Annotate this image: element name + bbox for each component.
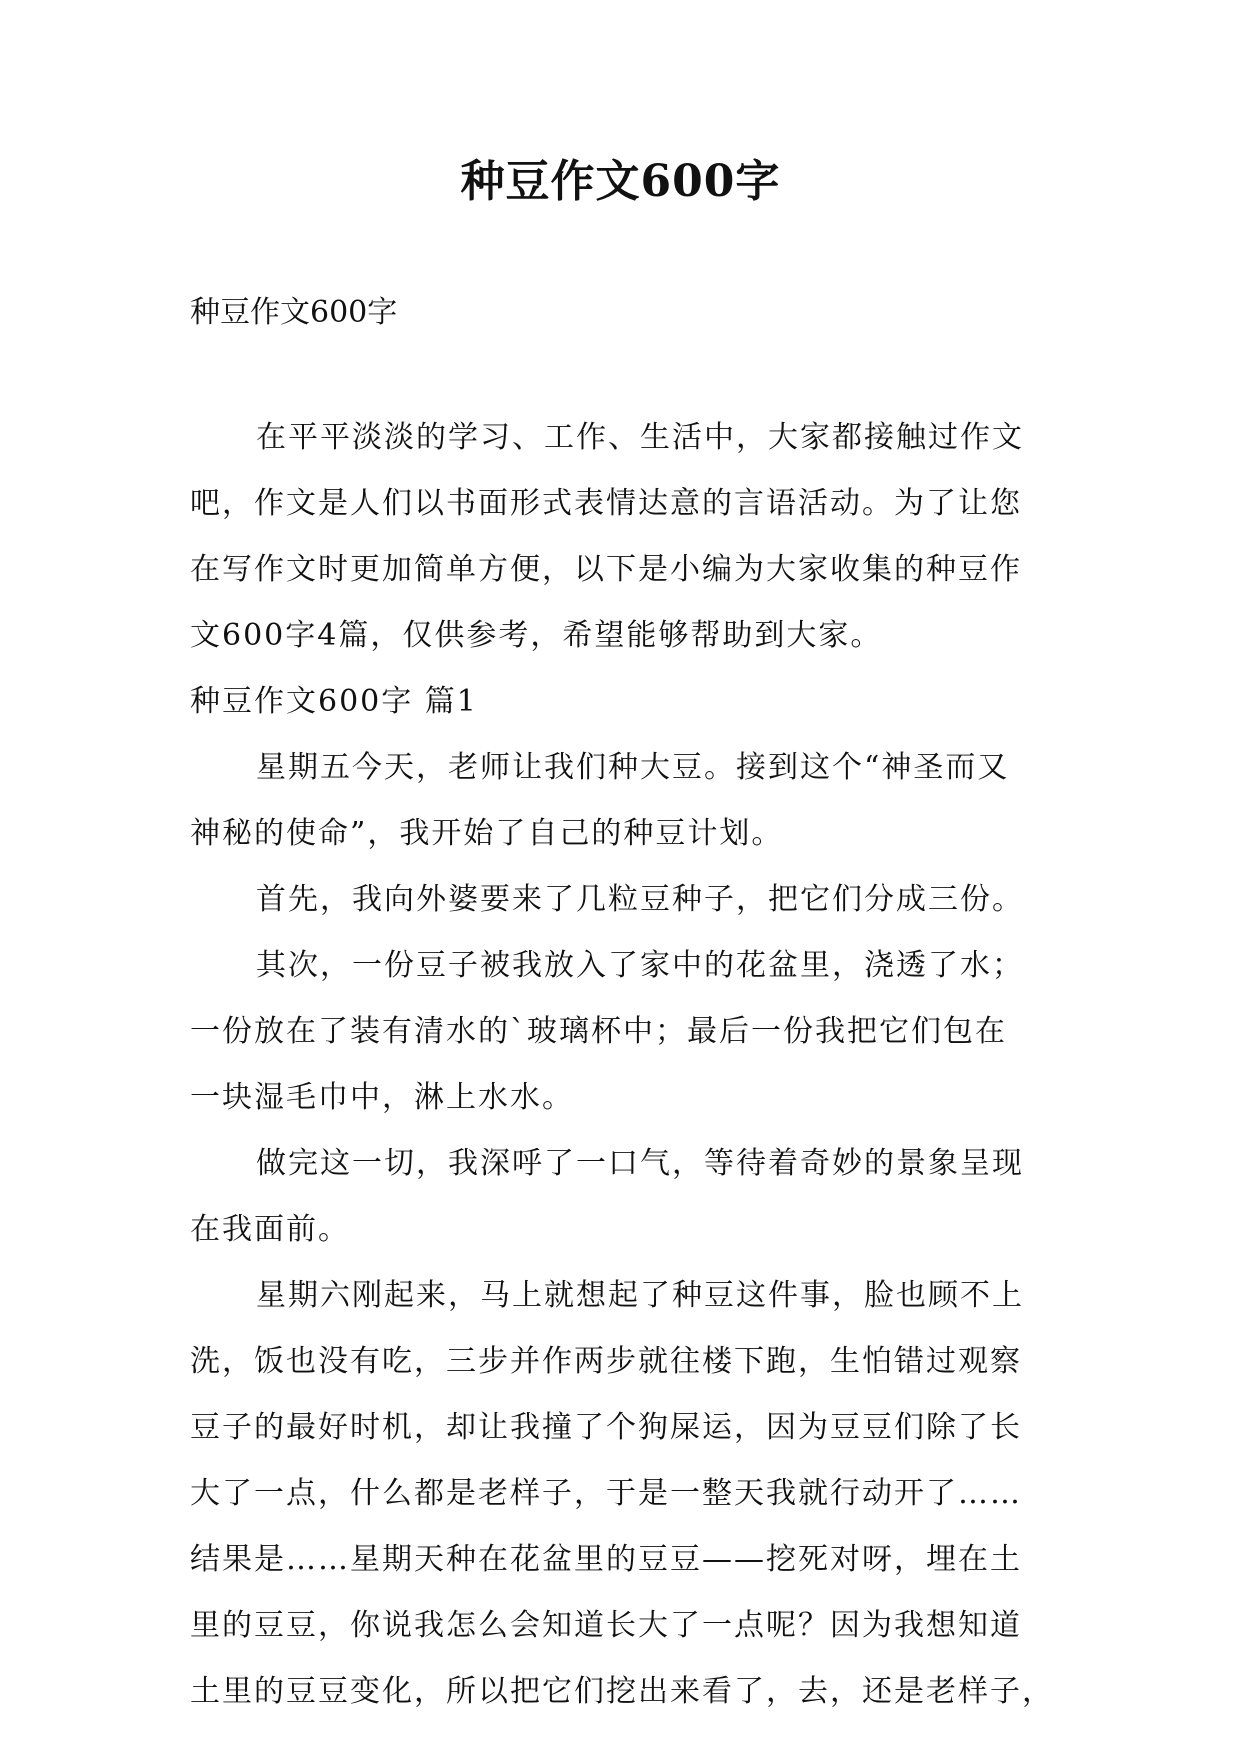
body-line: 种豆作文600字 篇1	[190, 684, 478, 719]
body-line: 文600字4篇，仅供参考，希望能够帮助到大家。	[190, 618, 883, 653]
body-line: 一块湿毛巾中，淋上水水。	[190, 1080, 574, 1115]
body-line: 结果是……星期天种在花盆里的豆豆——挖死对呀，埋在土	[190, 1542, 1022, 1577]
document-subtitle: 种豆作文600字	[190, 295, 398, 330]
body-line: 神秘的使命”，我开始了自己的种豆计划。	[190, 816, 784, 851]
body-line: 洗，饭也没有吃，三步并作两步就往楼下跑，生怕错过观察	[190, 1344, 1022, 1379]
body-line: 一份放在了装有清水的`玻璃杯中；最后一份我把它们包在	[190, 1014, 1007, 1049]
document-body	[190, 405, 1060, 1725]
body-line: 星期六刚起来，马上就想起了种豆这件事，脸也顾不上	[256, 1278, 1024, 1313]
body-line: 其次，一份豆子被我放入了家中的花盆里，浇透了水；	[256, 948, 1024, 983]
body-line: 在平平淡淡的学习、工作、生活中，大家都接触过作文	[256, 420, 1024, 455]
body-line: 豆子的最好时机，却让我撞了个狗屎运，因为豆豆们除了长	[190, 1410, 1022, 1445]
body-line: 在写作文时更加简单方便，以下是小编为大家收集的种豆作	[190, 552, 1022, 587]
body-line: 做完这一切，我深呼了一口气，等待着奇妙的景象呈现	[256, 1146, 1024, 1181]
body-line: 在我面前。	[190, 1212, 350, 1247]
body-line: 土里的豆豆变化，所以把它们挖出来看了，去，还是老样子，	[190, 1674, 1054, 1709]
body-line: 里的豆豆，你说我怎么会知道长大了一点呢？因为我想知道	[190, 1608, 1022, 1643]
body-line: 吧，作文是人们以书面形式表情达意的言语活动。为了让您	[190, 486, 1022, 521]
document-title: 种豆作文600字	[460, 156, 781, 207]
body-line: 星期五今天，老师让我们种大豆。接到这个“神圣而又	[256, 750, 1010, 785]
body-line: 首先，我向外婆要来了几粒豆种子，把它们分成三份。	[256, 882, 1024, 917]
body-line: 大了一点，什么都是老样子，于是一整天我就行动开了……	[190, 1476, 1022, 1511]
